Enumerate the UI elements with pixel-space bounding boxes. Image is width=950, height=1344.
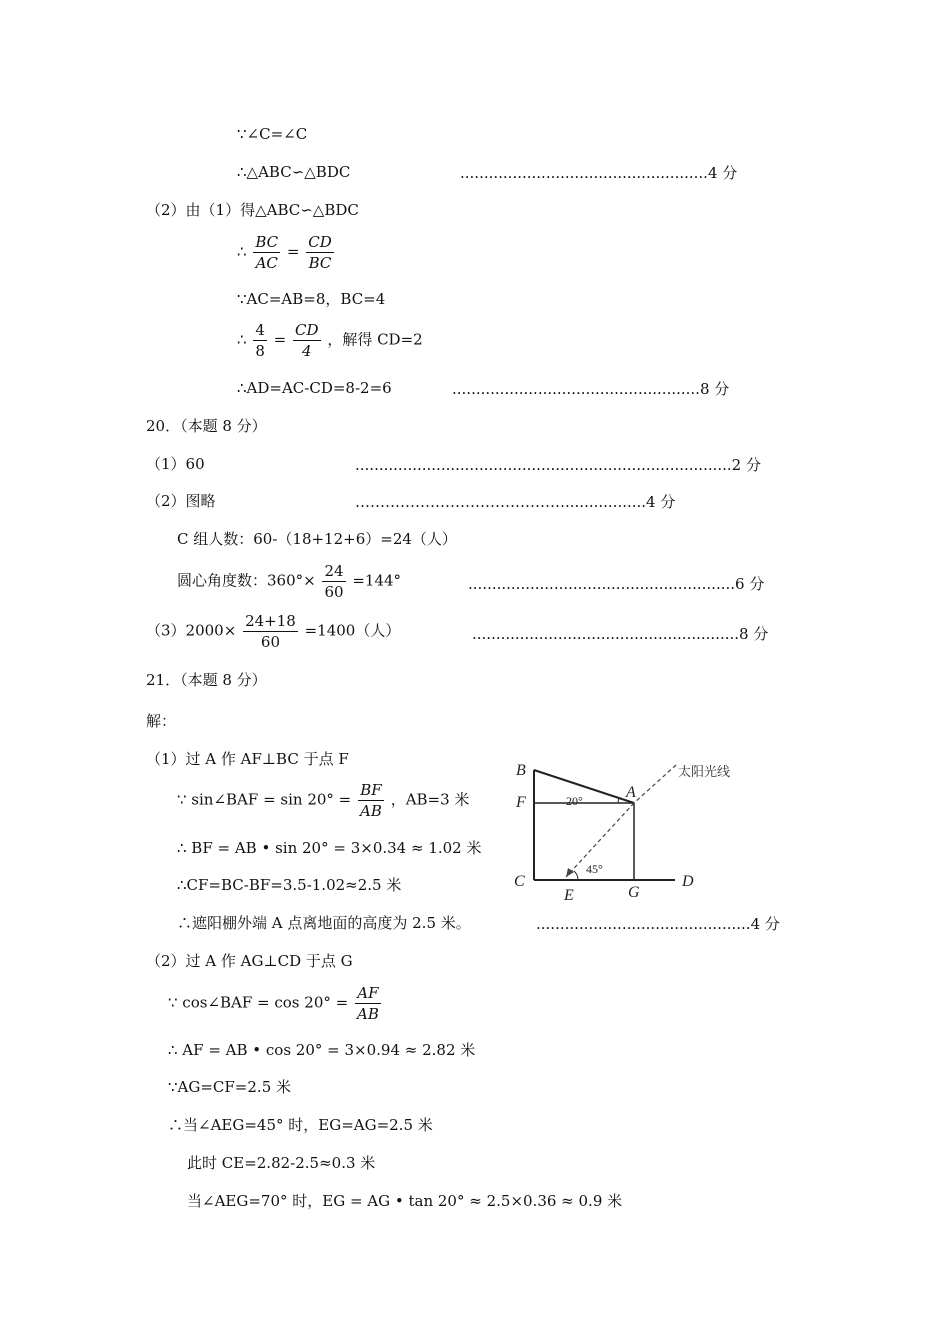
- q20-score-4: …………………………………….................4 分: [355, 493, 676, 511]
- q21-part1: （1）过 A 作 AF⊥BC 于点 F: [146, 750, 349, 768]
- fraction-cd-bc: $\frac{CD}{BC}$: [308, 233, 332, 272]
- fraction-4-8: $\frac{4}{8}$: [255, 321, 265, 360]
- fraction-af-ab: $\frac{AF}{AB}$: [356, 984, 379, 1023]
- label-d: D: [682, 873, 694, 890]
- label-e: E: [564, 887, 574, 904]
- q20-part2: （2）图略: [146, 492, 216, 510]
- fraction-bc-ac: $\frac{BC}{AC}$: [255, 233, 279, 272]
- q21-score-4: .............................................4 分: [536, 915, 780, 933]
- geometry-figure: [500, 755, 740, 905]
- q21-heading: 21．（本题 8 分）: [146, 671, 267, 689]
- label-g: G: [628, 884, 640, 901]
- q21-height: ∴遮阳棚外端 A 点离地面的高度为 2.5 米。: [177, 914, 471, 932]
- q21-part2: （2）过 A 作 AG⊥CD 于点 G: [146, 952, 353, 970]
- q21-af: ∴ AF = AB • cos 20° = 3×0.94 ≈ 2.82 米: [168, 1041, 476, 1059]
- q21-sin: ∵ sin∠BAF = sin 20° = $\frac{BF}{AB}$ ，AB=3 米: [177, 781, 470, 820]
- q20-part1: （1）60: [146, 455, 205, 473]
- q20-score-2: ...............................................................................2 分: [355, 456, 761, 474]
- q20-heading: 20．（本题 8 分）: [146, 417, 267, 435]
- ratio-equation: ∴ $\frac{BC}{AC}$ = $\frac{CD}{BC}$: [237, 233, 332, 272]
- fraction-42-60: $\frac{24+18}{60}$: [245, 612, 296, 651]
- line-angle-c: ∵∠C=∠C: [237, 125, 308, 143]
- label-c: C: [514, 873, 525, 890]
- q21-ag: ∵AG=CF=2.5 米: [168, 1078, 292, 1096]
- label-b: B: [516, 762, 526, 779]
- q21-cos: ∵ cos∠BAF = cos 20° = $\frac{AF}{AB}$: [168, 984, 379, 1023]
- q21-solution: 解：: [146, 712, 177, 730]
- q20-angle: 圆心角度数：360°× $\frac{24}{60}$ =144°: [177, 562, 402, 601]
- q20-part3: （3）2000× $\frac{24+18}{60}$ =1400（人）: [146, 612, 401, 651]
- part2-heading: （2）由（1）得△ABC∽△BDC: [146, 201, 359, 219]
- result-ad: ∴AD=AC-CD=8-2=6: [237, 379, 392, 397]
- q21-bf: ∴ BF = AB • sin 20° = 3×0.34 ≈ 1.02 米: [177, 839, 482, 857]
- q20-score-8: ........................................................8 分: [472, 625, 769, 643]
- solve-cd: ∴ $\frac{4}{8}$ = $\frac{CD}{4}$ ，解得 CD=2: [237, 321, 423, 360]
- label-f: F: [516, 794, 526, 811]
- angle-45-text: 45°: [586, 862, 603, 876]
- score-8: ....................................................8 分: [452, 380, 730, 398]
- given-values: ∵AC=AB=8，BC=4: [237, 290, 386, 308]
- q21-cf: ∴CF=BC-BF=3.5-1.02≈2.5 米: [177, 876, 402, 894]
- q21-case-70: 当∠AEG=70° 时，EG = AG • tan 20° ≈ 2.5×0.36 ≈ 0.9 米: [187, 1192, 623, 1210]
- q20-score-6: ........................................................6 分: [468, 575, 765, 593]
- q21-ce: 此时 CE=2.82-2.5≈0.3 米: [187, 1154, 376, 1172]
- score-4: ....................................................4 分: [460, 164, 738, 182]
- label-a: A: [626, 784, 636, 801]
- q20-group-c: C 组人数：60-（18+12+6）=24（人）: [177, 530, 457, 548]
- q21-case-45: ∴当∠AEG=45° 时，EG=AG=2.5 米: [168, 1116, 433, 1134]
- fraction-24-60: $\frac{24}{60}$: [324, 562, 344, 601]
- line-similar: ∴△ABC∽△BDC: [237, 163, 351, 181]
- sunlight-label: 太阳光线: [678, 764, 731, 779]
- fraction-bf-ab: $\frac{BF}{AB}$: [360, 781, 382, 820]
- angle-20-text: 20°: [566, 794, 583, 808]
- fraction-cd-4: $\frac{CD}{4}$: [295, 321, 319, 360]
